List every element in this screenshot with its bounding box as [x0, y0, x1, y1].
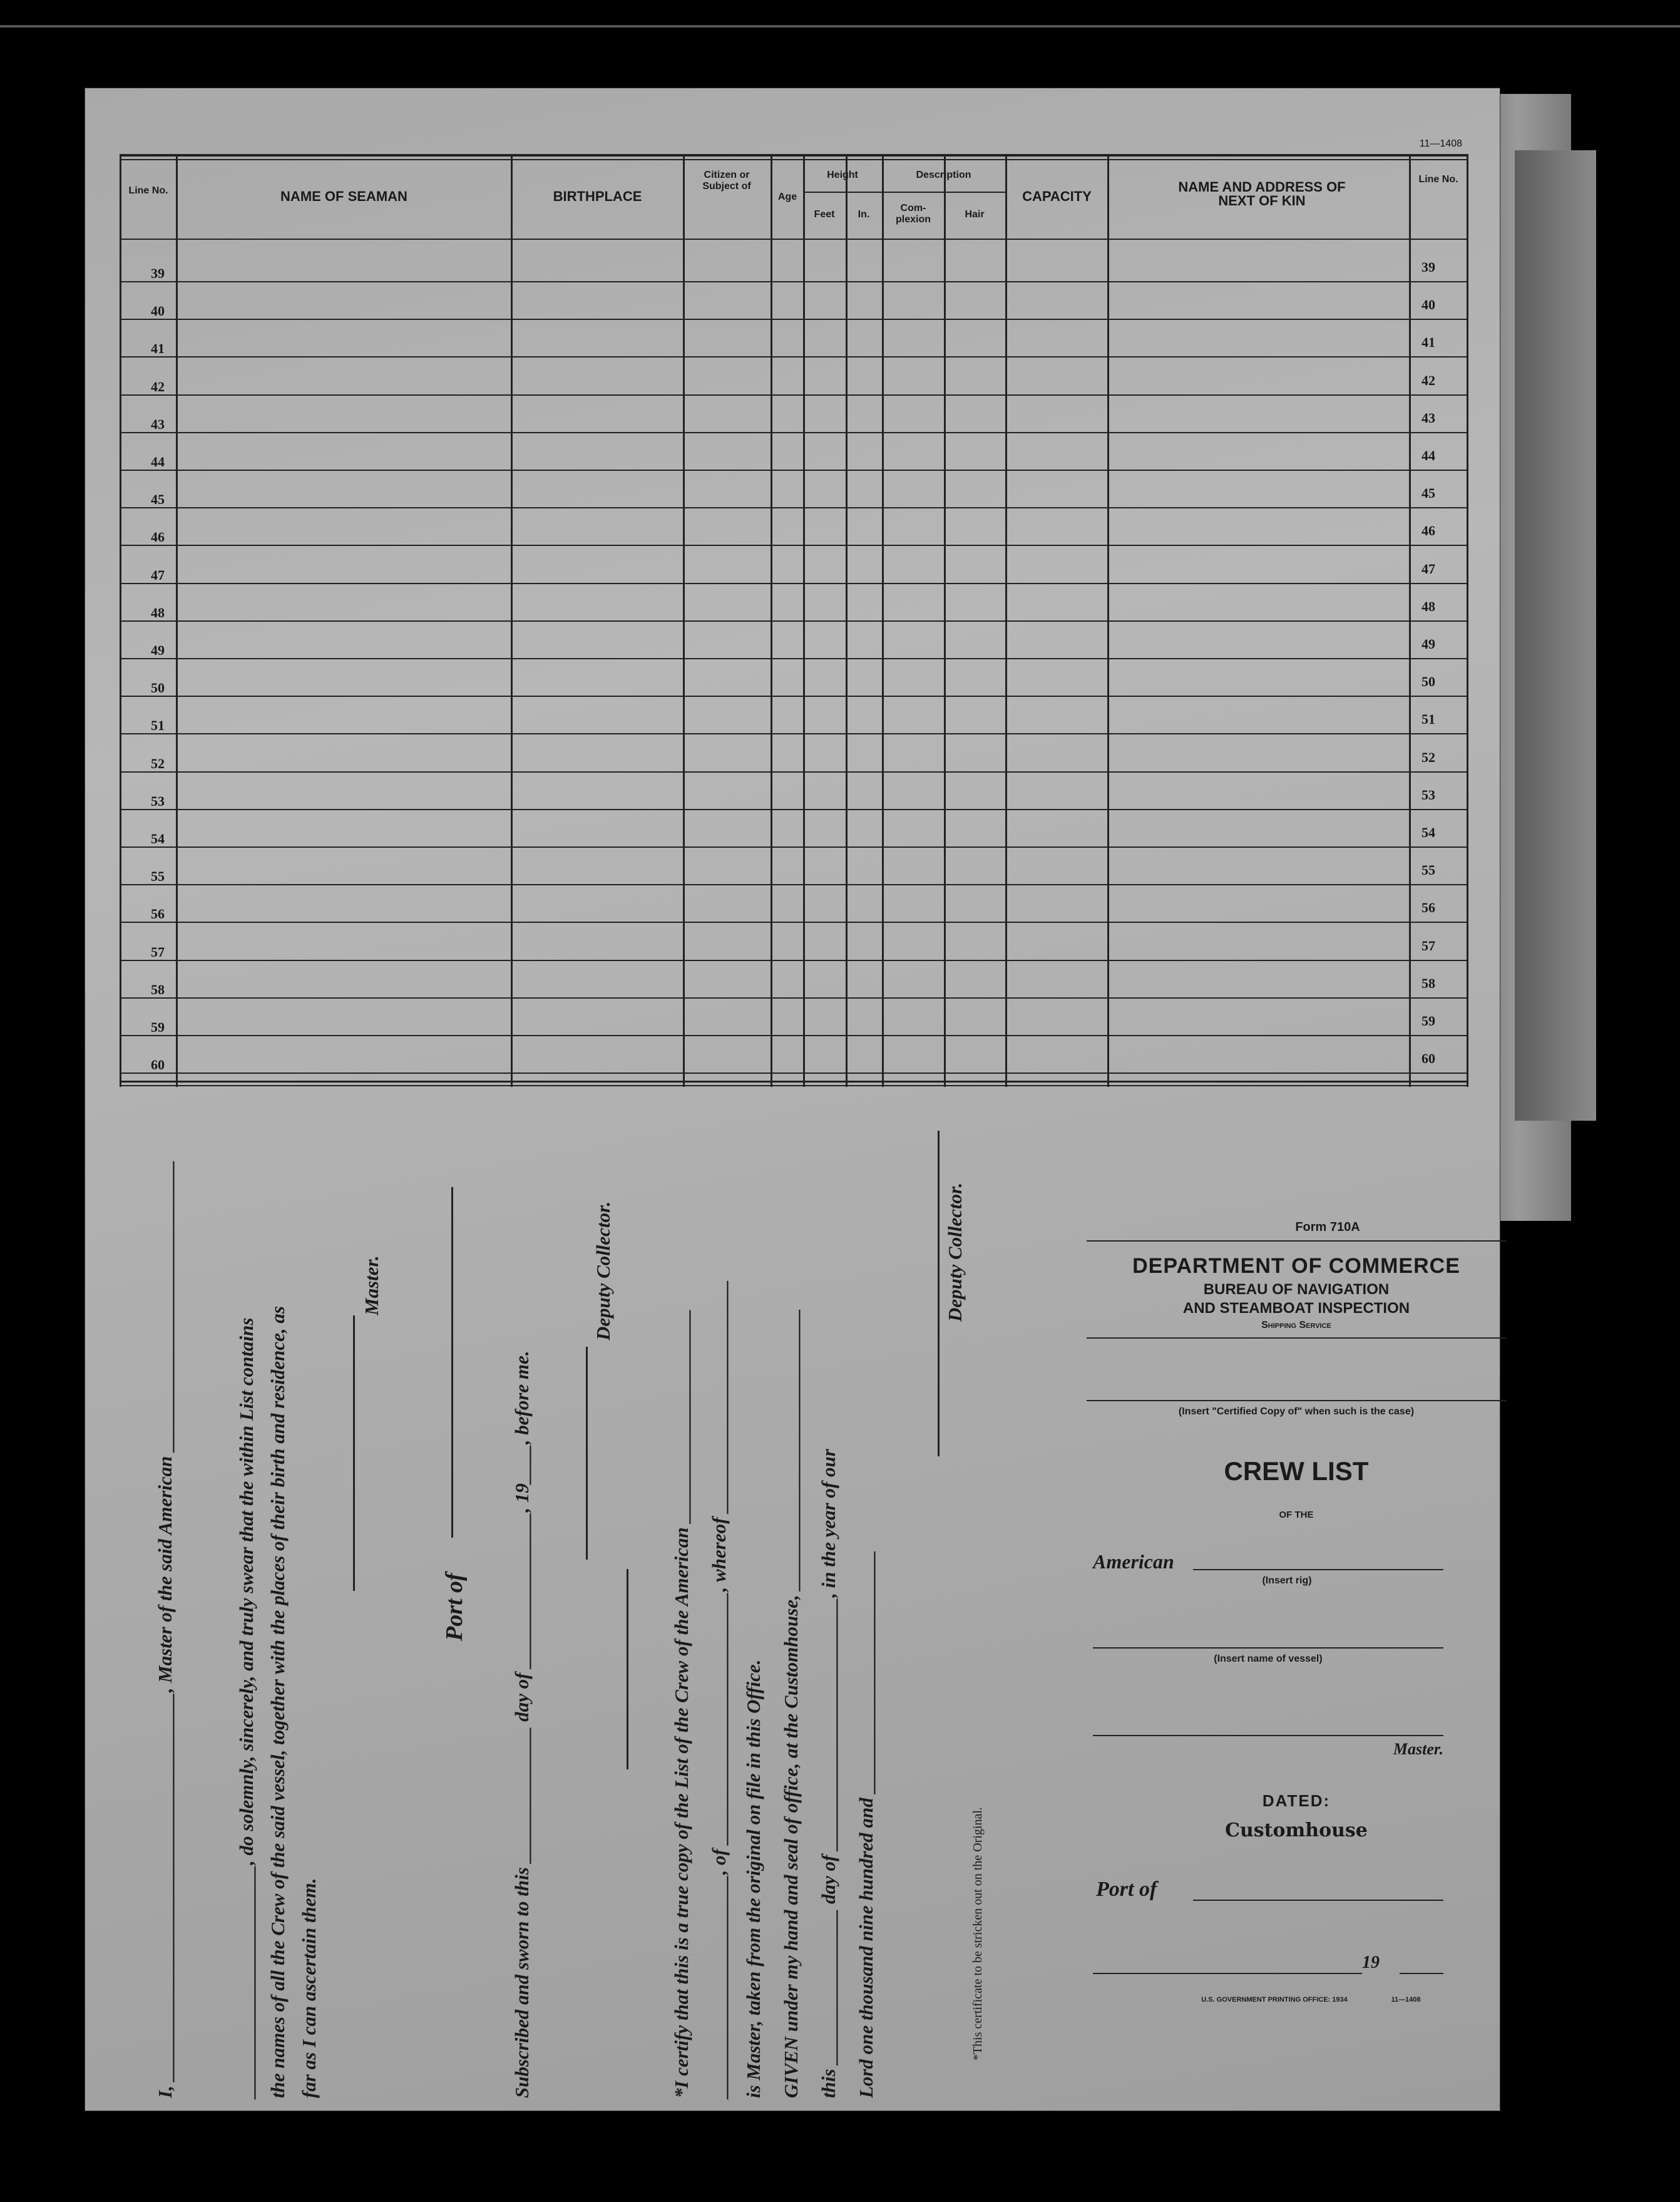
row-number-left: 56	[151, 906, 165, 922]
row-number-right: 53	[1421, 786, 1435, 803]
table-row	[120, 394, 1468, 396]
row-number-right: 42	[1421, 372, 1435, 388]
header-hair: Hair	[965, 209, 985, 220]
col-border	[846, 154, 848, 1087]
table-row	[120, 658, 1468, 659]
crew-table	[120, 154, 1468, 1087]
header-citizen: Citizen or Subject of	[702, 170, 751, 192]
row-number-left: 42	[151, 378, 165, 394]
deputy-signature-line-3	[938, 1131, 940, 1456]
header-name-of-seaman: NAME OF SEAMAN	[280, 188, 407, 204]
row-number-left: 51	[151, 718, 165, 734]
row-number-right: 57	[1421, 937, 1435, 954]
certify-line-3: is Master, taken from the original on file in this Office.	[742, 1659, 764, 2098]
dated-label: DATED:	[1262, 1791, 1331, 1810]
col-border	[882, 154, 884, 1087]
row-number-left: 43	[151, 416, 165, 432]
certify-line-4: GIVEN under my hand and seal of office, at the Customhouse, _____________________________	[780, 1308, 802, 2098]
insert-certified-copy-note: (Insert "Certified Copy of" when such is the case)	[1178, 1406, 1415, 1417]
row-number-left: 45	[151, 491, 165, 508]
col-border	[1107, 154, 1109, 1087]
col-border	[176, 154, 178, 1087]
table-row	[120, 470, 1468, 471]
certify-line-5: this ________________ day of __________________________, in the year of our	[817, 1449, 839, 2098]
table-row	[120, 432, 1468, 433]
row-number-right: 52	[1421, 749, 1435, 765]
row-number-right: 58	[1421, 975, 1435, 991]
table-row	[120, 771, 1468, 773]
table-row	[120, 884, 1468, 885]
scanner-edge-line	[0, 25, 1680, 28]
row-number-right: 45	[1421, 485, 1435, 502]
row-number-left: 39	[151, 265, 165, 281]
bureau-line-1: BUREAU OF NAVIGATION	[1203, 1281, 1390, 1298]
table-top-rule-2	[120, 159, 1468, 160]
master-signature-line	[353, 1315, 355, 1591]
deputy-collector-label-2: Deputy Collector.	[944, 1182, 966, 1322]
row-number-right: 54	[1421, 825, 1435, 840]
insert-rig-note: (Insert rig)	[1262, 1575, 1312, 1586]
header-next-of-kin: NAME AND ADDRESS OF NEXT OF KIN	[1178, 179, 1346, 208]
table-row	[120, 1035, 1468, 1036]
oath-line-2: ________________________, do solemnly, sincerely, and truly swear that the within List contains	[235, 1317, 257, 2098]
col-border	[1467, 154, 1468, 1087]
crew-list-page	[85, 88, 1500, 2111]
col-border	[1005, 154, 1007, 1087]
table-row	[120, 356, 1468, 358]
certified-copy-line	[1087, 1400, 1506, 1401]
port-of-line	[451, 1187, 453, 1538]
table-row	[120, 281, 1468, 282]
subscribed-line: Subscribed and sworn to this ______________ day of ________________, 19____, before me.	[511, 1351, 533, 2098]
insert-vessel-note: (Insert name of vessel)	[1214, 1654, 1323, 1664]
certify-line-6: Lord one thousand nine hundred and _________________________	[855, 1550, 877, 2098]
table-row	[120, 696, 1468, 697]
table-row	[120, 620, 1468, 622]
american-label: American	[1093, 1550, 1174, 1573]
cover-master-label: Master.	[1393, 1740, 1444, 1758]
col-border	[771, 154, 772, 1087]
department-title: DEPARTMENT OF COMMERCE	[1132, 1254, 1460, 1278]
col-border	[944, 154, 946, 1087]
bureau-line-2: AND STEAMBOAT INSPECTION	[1182, 1300, 1410, 1317]
row-number-right: 47	[1421, 560, 1435, 577]
row-number-right: 48	[1421, 598, 1435, 614]
header-birthplace: BIRTHPLACE	[553, 188, 642, 204]
row-number-left: 50	[151, 680, 165, 696]
deputy-signature-line	[586, 1347, 588, 1560]
table-row	[120, 846, 1468, 848]
row-number-right: 51	[1421, 711, 1435, 728]
year-line	[1400, 1973, 1443, 1974]
table-row	[120, 809, 1468, 810]
row-number-left: 54	[151, 831, 165, 846]
row-number-left: 48	[151, 604, 165, 620]
header-age: Age	[777, 192, 797, 202]
table-row	[120, 319, 1468, 320]
header-line-no-right: Line No.	[1418, 174, 1458, 185]
table-bottom-rule	[120, 1081, 1468, 1083]
table-row	[120, 507, 1468, 508]
row-number-right: 60	[1421, 1051, 1435, 1067]
table-top-rule	[120, 154, 1468, 157]
oath-line-4: far as I can ascertain them.	[298, 1878, 320, 2098]
row-number-right: 59	[1421, 1013, 1435, 1029]
header-description: Description	[916, 170, 971, 180]
header-bottom-rule	[120, 239, 1468, 240]
row-number-right: 44	[1421, 448, 1435, 463]
table-row	[120, 997, 1468, 999]
form-number: Form 710A	[1295, 1220, 1360, 1234]
table-bottom-rule-2	[120, 1085, 1468, 1086]
row-number-right: 49	[1421, 636, 1435, 652]
deputy-collector-label: Deputy Collector.	[592, 1201, 614, 1340]
certificate-footnote: *This certificate to be stricken out on the Original.	[971, 1807, 985, 2061]
row-number-left: 58	[151, 981, 165, 997]
row-number-right: 39	[1421, 259, 1435, 275]
col-border	[511, 154, 513, 1087]
header-feet: Feet	[814, 209, 835, 220]
header-complexion: Com- plexion	[895, 203, 931, 225]
row-number-left: 60	[151, 1057, 165, 1073]
row-number-left: 41	[151, 341, 165, 357]
form-code-top: 11—1408	[1419, 138, 1462, 149]
certify-line-2: _______________________, of __________________________, whereof ________________________	[708, 1279, 730, 2098]
year-19-label: 19	[1362, 1953, 1380, 1972]
table-row	[120, 1073, 1468, 1074]
row-number-left: 44	[151, 454, 165, 470]
cover-port-line	[1193, 1900, 1443, 1901]
row-number-right: 56	[1421, 900, 1435, 916]
row-number-right: 43	[1421, 409, 1435, 426]
subheader-rule	[803, 192, 1006, 193]
row-number-right: 41	[1421, 334, 1435, 351]
header-line-no: Line No.	[128, 185, 168, 196]
row-number-left: 59	[151, 1019, 165, 1035]
col-border	[683, 154, 685, 1087]
of-the-label: OF THE	[1279, 1510, 1314, 1520]
cover-rule	[1087, 1240, 1506, 1242]
oath-line-1: I, ________________________________________, Master of the said American ______________________________	[154, 1160, 176, 2098]
col-border	[120, 154, 121, 1087]
row-number-right: 46	[1421, 523, 1435, 539]
oath-line-3: the names of all the Crew of the said vessel, together with the places of their birth and residence, as	[267, 1306, 289, 2098]
cover-rule-2	[1087, 1337, 1506, 1339]
customhouse-label: Customhouse	[1225, 1819, 1368, 1841]
vessel-name-line	[1093, 1647, 1443, 1649]
row-number-left: 46	[151, 529, 165, 545]
cover-port-of-label: Port of	[1096, 1878, 1157, 1901]
table-row	[120, 733, 1468, 734]
printer-imprint: U.S. GOVERNMENT PRINTING OFFICE: 1934	[1201, 1996, 1348, 2004]
table-row	[120, 583, 1468, 584]
row-number-right: 50	[1421, 674, 1435, 690]
col-border	[1409, 154, 1411, 1087]
header-inches: In.	[858, 209, 870, 220]
port-of-label: Port of	[441, 1573, 468, 1641]
table-row	[120, 960, 1468, 961]
certify-line-1: *I certify that this is a true copy of the List of the Crew of the American ______________________	[670, 1309, 692, 2098]
date-line	[1093, 1973, 1362, 1974]
row-number-left: 49	[151, 642, 165, 658]
underlying-page-edge-2	[1515, 150, 1596, 1121]
deputy-signature-line-2	[627, 1569, 628, 1769]
table-row	[120, 545, 1468, 546]
rig-line	[1193, 1569, 1443, 1570]
crew-list-title: CREW LIST	[1224, 1456, 1369, 1486]
master-label: Master.	[361, 1255, 382, 1315]
row-number-left: 55	[151, 868, 165, 885]
table-row	[120, 922, 1468, 923]
master-line	[1093, 1735, 1443, 1736]
header-capacity: CAPACITY	[1022, 188, 1092, 204]
col-border	[803, 154, 805, 1087]
shipping-service: Shipping Service	[1261, 1320, 1331, 1330]
row-number-left: 40	[151, 303, 165, 319]
row-number-left: 57	[151, 944, 165, 960]
row-number-left: 52	[151, 755, 165, 771]
row-number-right: 55	[1421, 862, 1435, 878]
printer-code: 11—1408	[1391, 1996, 1421, 2004]
header-height: Height	[827, 170, 858, 180]
row-number-left: 53	[151, 793, 165, 809]
row-number-right: 40	[1421, 297, 1435, 313]
row-number-left: 47	[151, 567, 165, 583]
